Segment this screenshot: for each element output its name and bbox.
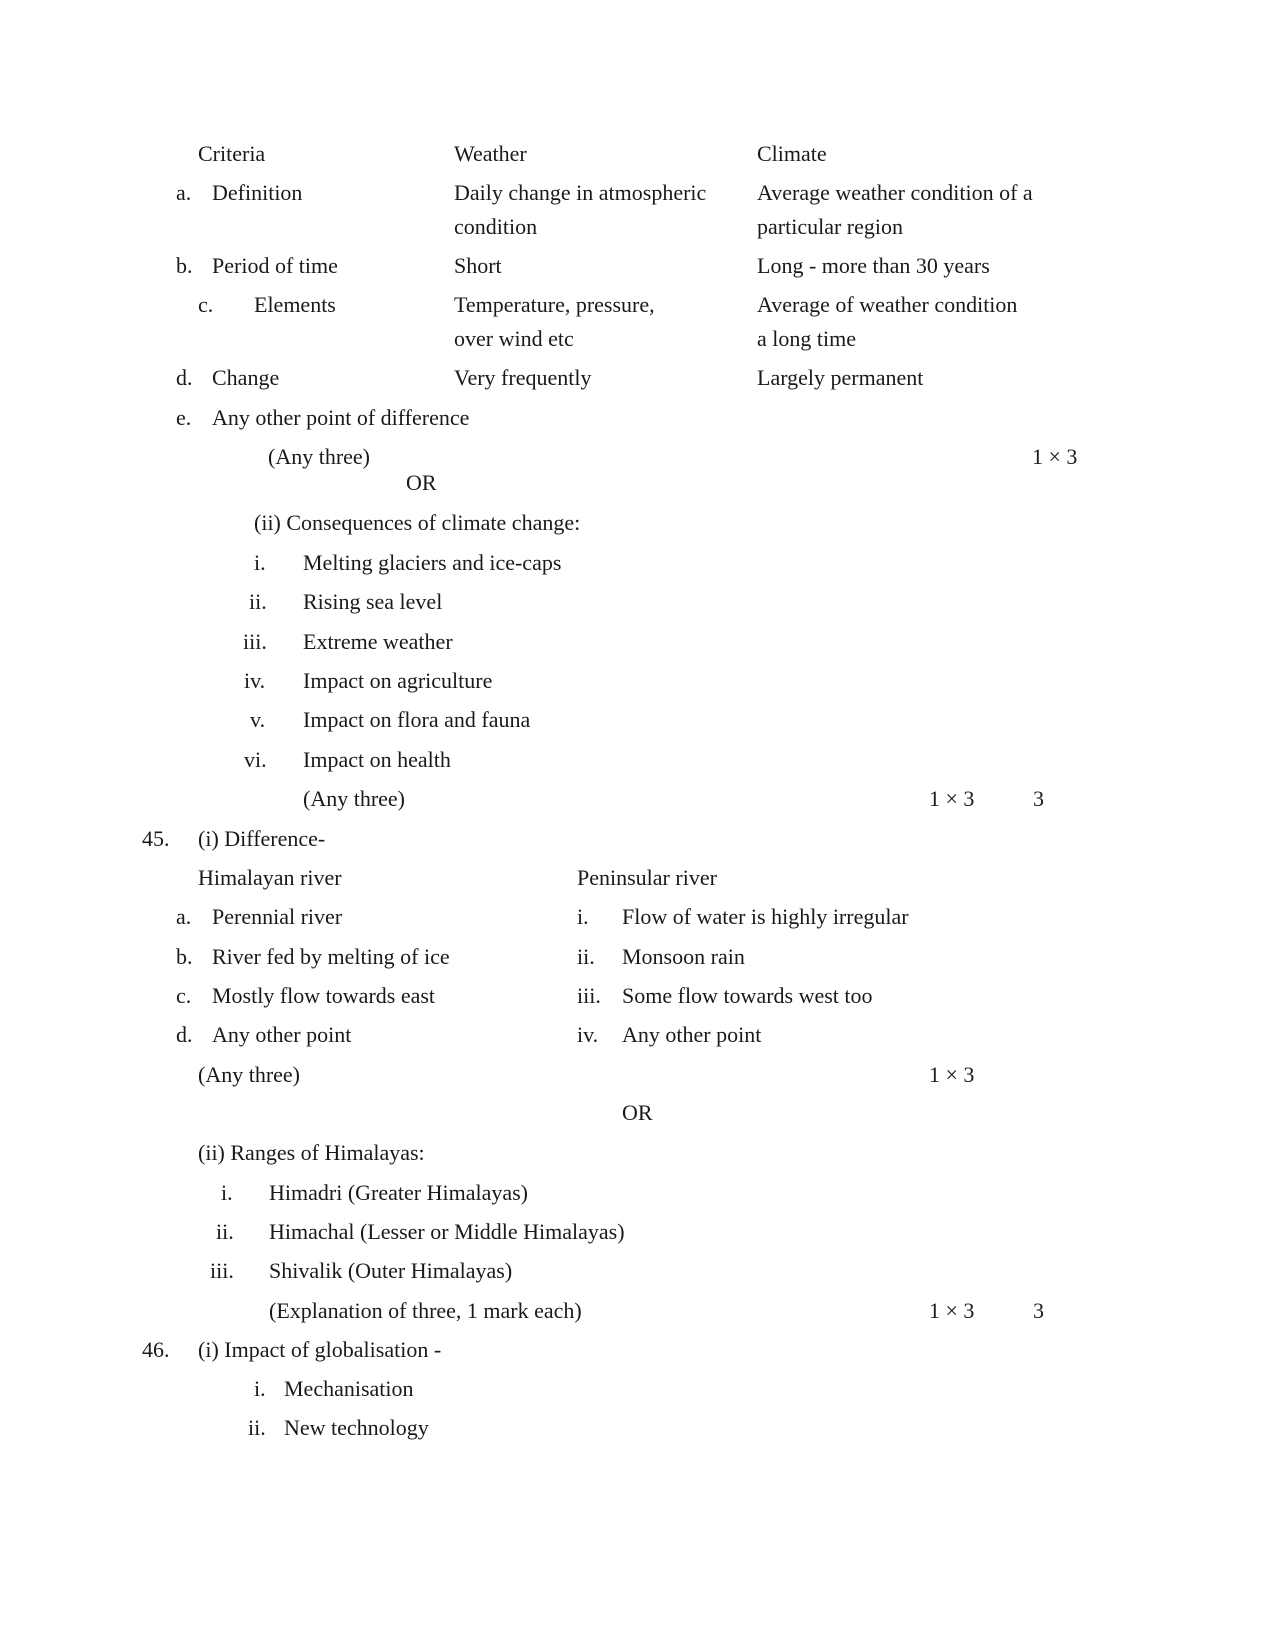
total-marks: 3 (1033, 1298, 1044, 1323)
list-number: i. (221, 1180, 233, 1205)
row-marker: d. (176, 365, 193, 390)
list-number: i. (254, 1376, 266, 1401)
any-three-note: (Any three) (303, 786, 406, 811)
row-criteria: Period of time (212, 253, 338, 278)
question-number: 46. (142, 1337, 170, 1362)
row-marker: c. (198, 292, 214, 317)
list-item: Shivalik (Outer Himalayas) (269, 1258, 513, 1283)
row-criteria: Definition (212, 180, 303, 205)
list-item: Monsoon rain (622, 944, 745, 969)
list-number: iv. (244, 668, 266, 693)
list-number: iii. (210, 1258, 234, 1283)
list-item: Impact on agriculture (303, 668, 493, 693)
row-criteria: Elements (254, 292, 336, 317)
header-weather: Weather (454, 141, 527, 166)
ranges-note: (Explanation of three, 1 mark each) (269, 1298, 582, 1323)
or-label: OR (622, 1100, 653, 1125)
list-item: Himadri (Greater Himalayas) (269, 1180, 528, 1205)
section-heading: (ii) Consequences of climate change: (254, 510, 581, 535)
any-three-note: (Any three) (198, 1062, 301, 1087)
list-item: River fed by melting of ice (212, 944, 450, 969)
row-climate: Average of weather condition (757, 292, 1018, 317)
list-item: Rising sea level (303, 589, 443, 614)
row-weather: Very frequently (454, 365, 592, 390)
row-weather: Daily change in atmospheric (454, 180, 707, 205)
list-number: ii. (248, 1415, 266, 1440)
row-marker: e. (176, 405, 192, 430)
list-item: Flow of water is highly irregular (622, 904, 909, 929)
question-heading: (i) Difference- (198, 826, 326, 851)
question-number: 45. (142, 826, 170, 851)
row-weather: Short (454, 253, 502, 278)
marks: 1 × 3 (929, 1062, 975, 1087)
list-number: ii. (216, 1219, 234, 1244)
ranges-heading: (ii) Ranges of Himalayas: (198, 1140, 425, 1165)
marks: 1 × 3 (929, 786, 975, 811)
row-marker: d. (176, 1022, 193, 1047)
row-climate: a long time (757, 326, 856, 351)
row-marker: i. (577, 904, 589, 929)
row-climate: particular region (757, 214, 903, 239)
row-marker: ii. (577, 944, 595, 969)
row-marker: a. (176, 180, 192, 205)
list-item: Some flow towards west too (622, 983, 873, 1008)
row-marker: iii. (577, 983, 601, 1008)
list-item: Himachal (Lesser or Middle Himalayas) (269, 1219, 625, 1244)
row-weather: over wind etc (454, 326, 574, 351)
list-item: New technology (284, 1415, 429, 1440)
row-climate: Largely permanent (757, 365, 924, 390)
list-item: Melting glaciers and ice-caps (303, 550, 562, 575)
row-marker: b. (176, 253, 193, 278)
question-heading: (i) Impact of globalisation - (198, 1337, 442, 1362)
list-item: Impact on flora and fauna (303, 707, 531, 732)
row-climate: Long - more than 30 years (757, 253, 990, 278)
list-item: Any other point (212, 1022, 352, 1047)
row-weather: condition (454, 214, 538, 239)
total-marks: 3 (1033, 786, 1044, 811)
any-three-note: (Any three) (268, 444, 371, 469)
header-climate: Climate (757, 141, 827, 166)
header-criteria: Criteria (198, 141, 266, 166)
list-item: Extreme weather (303, 629, 453, 654)
row-climate: Average weather condition of a (757, 180, 1033, 205)
row-marker: a. (176, 904, 192, 929)
row-weather: Temperature, pressure, (454, 292, 655, 317)
or-label: OR (406, 470, 437, 495)
list-item: Mostly flow towards east (212, 983, 436, 1008)
row-marker: c. (176, 983, 192, 1008)
marks: 1 × 3 (929, 1298, 975, 1323)
list-item: Mechanisation (284, 1376, 414, 1401)
row-criteria: Any other point of difference (212, 405, 470, 430)
list-number: v. (250, 707, 266, 732)
list-number: ii. (249, 589, 267, 614)
marks: 1 × 3 (1032, 444, 1078, 469)
list-item: Perennial river (212, 904, 343, 929)
column-heading-peninsular: Peninsular river (577, 865, 717, 890)
list-number: iii. (243, 629, 267, 654)
row-marker: b. (176, 944, 193, 969)
list-number: i. (254, 550, 266, 575)
row-marker: iv. (577, 1022, 599, 1047)
column-heading-himalayan: Himalayan river (198, 865, 342, 890)
row-criteria: Change (212, 365, 280, 390)
list-item: Any other point (622, 1022, 762, 1047)
list-item: Impact on health (303, 747, 451, 772)
list-number: vi. (244, 747, 267, 772)
